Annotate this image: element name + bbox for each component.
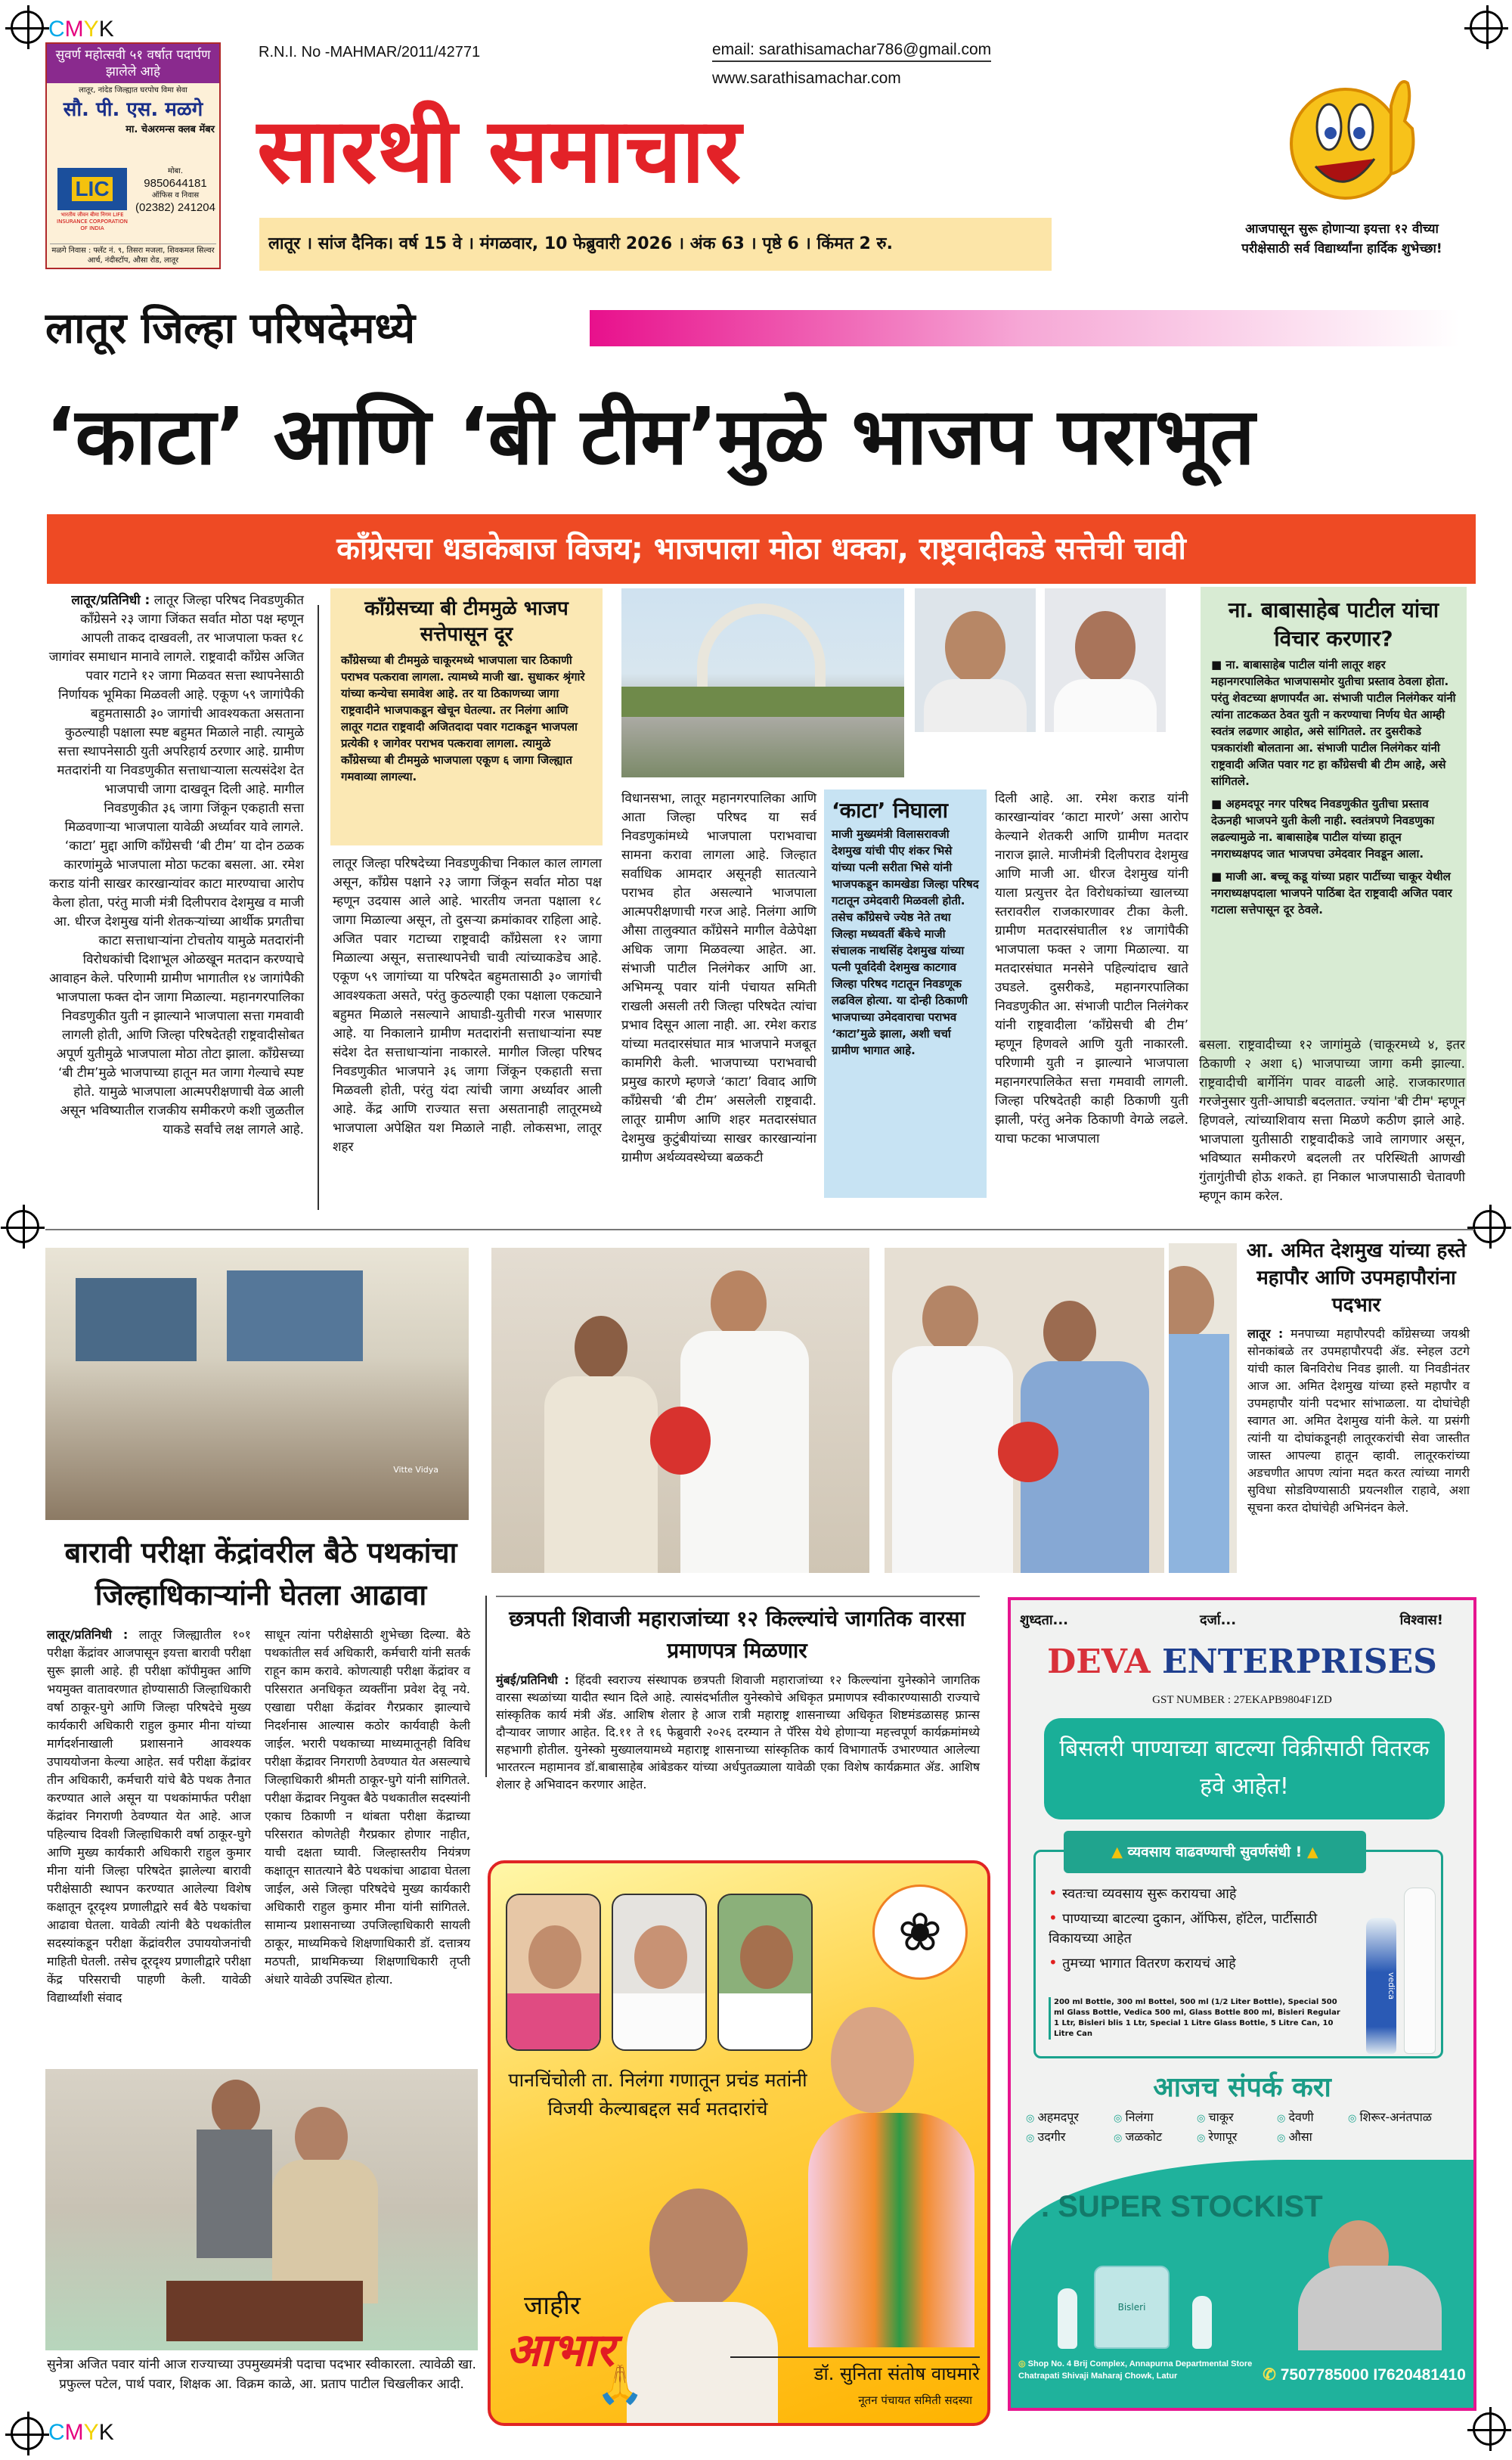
newspaper-title: सारथी समाचार bbox=[257, 98, 742, 203]
deva-brand: DEVA ENTERPRISES bbox=[1047, 1643, 1437, 1681]
aabhar-text: आभार bbox=[506, 2324, 615, 2377]
tagline-purity: शुध्दता... bbox=[1020, 1612, 1069, 1628]
jahir-text: जाहीर bbox=[524, 2291, 581, 2321]
exam-review-photo: Vitte Vidya bbox=[45, 1248, 469, 1520]
lead-article-col1: लातूर/प्रतिनिधी : लातूर जिल्हा परिषद निवडणुकीत काँग्रेसने २३ जागा जिंकत सर्वात मोठा पक्ष म्हणून आपली ताकद दाखवली, तर भाजपाला फक्त १८ जागांवर समाधान मानावे लागले. राष्ट्रवादी काँग्रेस अजित पवार गटाने १२ जागा मिळवत सत्ता स्थापनेसाठी निर्णायक भूमिका मिळवली आहे. एकूण ५९ जागांपैकी बहुमतासाठी ३० जागांची आवश्यकता असताना कुठल्याही पक्षाला स्पष्ट बहुमत मिळाले नाही. त्यामुळे सत्ता स्थापनेसाठी युती अपरिहार्य ठरणार आहे. ग्रामीण मतदारांनी या निवडणुकीत सत्ताधाऱ्याला सत्यसंदेश देत भाजपाची जागा दाखवून दिली आहे. मागील निवडणुकीत ३६ जागा जिंकून एकहाती सत्ता मिळवणाऱ्या भाजपाला यावेळी अर्ध्यावर यावे लागले. ‘काटा’ मुद्दा आणि काँग्रेसची ‘बी टीम’ या दोन ठळक कारणांमुळे भाजपाला मोठा फटका बसला. आ. रमेश कराड यांनी साखर कारखान्यांवर काटा मारण्याचा आरोप केला होता, परंतु माजी मंत्री दिलीपराव देशमुख व माजी आ. धीरज देशमुख यांनी शेतकऱ्यांच्या आर्थीक प्रगतीचा काटा सत्ताधाऱ्यांना टोचतोय यामुळे मतदारांनी विरोधकांची दिशाभूल ओळखून मतदान करण्याचे आवाहन केले. परिणामी ग्रामीण भागातील १४ जागांपैकी भाजपाला फक्त दोन जागा मिळाल्या. महानगरपालिका निवडणुकीत युती न झाल्याने भाजपाला सत्ता गमवावी लागली होती, आणि जिल्हा परिषदेतही राष्ट्रवादीसोबत अपूर्ण युतीमुळे भाजपाला मोठा तोटा झाला. काँग्रेसच्या ‘बी टीम’मुळे भाजपाच्या हातून मत जागा गेल्याचे स्पष्ट होते. यामुळे भाजपाला आत्मपरीक्षणाची वेळ आली असून भविष्यातील राजकीय समीकरणे कशी जुळतील याकडे सर्वांचे लक्ष लागले आहे. bbox=[48, 593, 304, 1137]
sidebar-patil-bullet: ■ माजी आ. बच्चू कडू यांच्या प्रहार पार्टीच्या चाकूर येथील नगराध्यक्षपदाला भाजपने पाठिंबा देत राष्ट्रवादी अजित पवार गटाला सत्तेपासून दूर ठेवले. bbox=[1211, 870, 1452, 917]
exam-body-col2: साधून त्यांना परीक्षेसाठी शुभेच्छा दिल्या. बैठे पथकांतील सर्व अधिकारी, कर्मचारी यांनी सतर्क राहून काम करावे. कोणत्याही परीक्षा केंद्रांवर व परिसरात अनधिकृत व्यक्तींना प्रवेश देवू नये. एखाद्या परीक्षा केंद्रांवर गैरप्रकार झाल्याचे निदर्शनास आल्यास कठोर कार्यवाही केली जाईल. भरारी पथकाच्या माध्यमातूनही विविध परीक्षा केंद्रावर निगराणी ठेवण्यात येत असल्याचे जिल्हाधिकारी श्रीमती ठाकूर-घुगे यांनी सांगितले. परीक्षा केंद्रावर नियुक्त बैठे पथकातील सदस्यांनी एकाच ठिकाणी न थांबता परीक्षा केंद्राच्या परिसरात कोणतेही गैरप्रकार होणार नाहीत, याची दक्षता घ्यावी. जिल्हास्तरीय नियंत्रण कक्षातून सातत्याने बैठे पथकांचा आढावा घेतला जाईल, असे जिल्हा परिषदेचे मुख्य कार्यकारी अधिकारी राहुल कुमार मीना यांनी सांगितले. सामान्य प्रशासनाच्या उपजिल्हाधिकारी सायली ठाकूर, माध्यमिकचे शिक्षणाधिकारी डॉ. दत्तात्रय मठपती, प्राथमिकच्या शिक्षणाधिकारी तृप्ती अंधारे यावेळी उपस्थित होत्या. bbox=[265, 1627, 470, 1987]
city-list bbox=[1026, 2108, 1464, 2145]
cmyk-mark: CMYK bbox=[48, 2420, 114, 2445]
deva-address: ◎ Shop No. 4 Brij Complex, Annapurna Departmental Store Chatrapati Shivaji Maharaj Chowk, Latur bbox=[1018, 2359, 1253, 2381]
cmyk-mark: CMYK bbox=[48, 17, 114, 42]
water-jar: Bisleri bbox=[1094, 2266, 1170, 2349]
city-item: ◎ चाकूर bbox=[1197, 2108, 1277, 2125]
mayor-body: लातूर : मनपाच्या महापौरपदी काँग्रेसच्या जयश्री सोनकांबळे तर उपमहापौरपदी ॲड. स्नेहल उटगे यांची काल बिनविरोध निवड झाली. या निवडीनंतर आज आ. अमित देशमुख यांच्या हस्ते महापौर व उपमहापौर यांनी पदभार सांभाळला. या दोघांचेही स्वागत आ. अमित देशमुख यांनी केले. या प्रसंगी त्यांनी या दोघांकडूनही लातूरकरांची सेवा जास्तीत जास्त आपल्या हातून व्हावी. लातूरकरांच्या अडचणीत आपण त्यांना मदत करत त्यांच्या नागरी सुविधा सोडविण्यासाठी प्रयत्नशील राहावे, अशा सूचना करत दोघांचेही अभिनंदन केले. bbox=[1247, 1326, 1470, 1515]
exam-body-col1: लातूर/प्रतिनिधी : लातूर जिल्ह्यातील १०१ परीक्षा केंद्रांवर आजपासून इयत्ता बारावी परीक्षा सुरू झाली आहे. ही परीक्षा कॉपीमुक्त आणि भयमुक्त वातावरणात होण्यासाठी जिल्हाधिकारी वर्षा ठाकूर-घुगे आणि जिल्हा परिषदेचे मुख्य कार्यकारी अधिकारी राहुल कुमार मीना यांच्या मार्गदर्शनाखाली प्रशासनाने आवश्यक उपाययोजना केल्या आहेत. सर्व परीक्षा केंद्रांवर तीन अधिकारी, कर्मचारी यांचे बैठे पथक तैनात करण्यात आले असून या पथकांमार्फत परीक्षा केंद्रांवर निगराणी ठेवण्यात येत आहे. आज पहिल्याच दिवशी जिल्हाधिकारी वर्षा ठाकूर-घुगे आणि मुख्य कार्यकारी अधिकारी राहुल कुमार मीना यांनी जिल्हा परिषदेत झालेल्या बारावी परीक्षेसाठी स्थापन करण्यात आलेल्या विशेष कक्षातून दूरदृश्य प्रणालीद्वारे सर्व बैठे पथकांचा आढावा घेतला. यावेळी त्यांनी बैठे पथकांतील सदस्यांकडून परीक्षा केंद्रांवरील उपाययोजनांची माहिती घेतली. तसेच दूरदृश्य प्रणालीद्वारे परीक्षा केंद्र परिसराची पाहणी केली. यावेळी विद्यार्थ्यांशी संवाद bbox=[47, 1627, 251, 2005]
lead-article-col5: बसला. राष्ट्रवादीच्या १२ जागांमुळे (चाकूरमध्ये ४, इतर ठिकाणी २ अशा ६) भाजपाच्या जागा कमी झाल्या. राष्ट्रवादीची बार्गेनिंग पावर वाढली आहे. राजकारणात गरजेनुसार युती-आघाडी बदलतात. ज्यांना 'बी टीम' म्हणून हिणवले, त्यांच्याशिवाय सत्ता मिळणे कठीण झाले आहे. भाजपाला युतीसाठी राष्ट्रवादीकडे जावे लागणार असून, भविष्यात समीकरणे बदलली तर परिस्थिती आणखी गुंतागुंतीची होऊ शकते. हा निकाल भाजपासाठी चेतावणी म्हणून काम करेल. bbox=[1199, 1038, 1465, 1204]
registration-mark-icon bbox=[6, 1210, 39, 1243]
registration-mark-icon bbox=[1473, 1210, 1506, 1243]
distributor-wanted-banner: बिसलरी पाण्याच्या बाटल्या विक्रीसाठी वितरक हवे आहेत! bbox=[1044, 1718, 1445, 1819]
sidebar-patil-bullet: ■ ना. बाबासाहेब पाटील यांनी लातूर शहर महानगरपालिकेत भाजपासमोर युतीचा प्रस्ताव ठेवला होता. परंतु शेवटच्या क्षणापर्यंत आ. संभाजी पाटील निलंगेकर यांनी त्यांना ताटकळत ठेवत युती न करण्याचा निर्णय घेत आम्ही स्वतंत्र लढणार आहोत, असे सांगितले. तर दुसरीकडे पत्रकारांशी बोलताना आ. संभाजी पाटील निलंगेकर यांनी राष्ट्रवादी अजित पवार गट हा काँग्रेसची बी टीम आहे, असे सांगितले. bbox=[1211, 658, 1456, 788]
section-divider bbox=[496, 1596, 980, 1597]
lic-mobile: 9850644181 bbox=[144, 177, 207, 190]
shivaji-body: मुंबई/प्रतिनिधी : हिंदवी स्वराज्य संस्थापक छत्रपती शिवाजी महाराजांच्या १२ किल्ल्यांना युनेस्कोने जागतिक वारसा स्थळांच्या यादीत स्थान दिले आहे. त्यासंदर्भातील युनेस्कोचे अधिकृत प्रमाणपत्र स्वीकारण्यासाठी राज्याचे सांस्कृतिक कार्य मंत्री ॲड. आशिष शेलार हे आज रात्री महाराष्ट्र शासनाच्या अधिकृत शिष्टमंडळासह फ्रान्स दौऱ्यावर जाणार आहेत. दि.११ ते १६ फेब्रुवारी २०२६ दरम्यान ते पॅरिस येथे होणाऱ्या महत्त्वपूर्ण कार्यक्रमांमध्ये सहभागी होतील. युनेस्को मुख्यालयामध्ये महाराष्ट्र शासनाच्या सांस्कृतिक कार्य विभागातर्फे उभारण्यात आलेल्या भारतरत्न महामानव डॉ.बाबासाहेब आंबेडकर यांच्या अर्धपुतळ्याला यावेळी एका विशेष कार्यक्रमात ॲड. आशिष शेलार हे अभिवादन करणार आहेत. bbox=[496, 1673, 980, 1791]
sidebar-b-team-title: काँग्रेसच्या बी टीममुळे भाजप सत्तेपासून दूर bbox=[364, 597, 569, 646]
sidebar-kata-title: ‘काटा’ निघाला bbox=[832, 798, 948, 823]
shivaji-headline: छत्रपती शिवाजी महाराजांच्या १२ किल्ल्यांचे जागतिक वारसा प्रमाणपत्र मिळणार bbox=[509, 1606, 965, 1663]
registration-mark-icon bbox=[1470, 11, 1503, 44]
lic-service: लातूर, नांदेड जिल्ह्यात घरपोच विमा सेवा bbox=[79, 86, 187, 95]
location-pin-icon: ◎ bbox=[1018, 2359, 1028, 2368]
lic-office-phone: (02382) 241204 bbox=[135, 201, 215, 214]
rni-number: R.N.I. No -MAHMAR/2011/42771 bbox=[259, 44, 481, 60]
offer-bullet: • पाण्याच्या बाटल्या दुकान, ऑफिस, हॉटेल, पार्टीसाठी विकायच्या आहेत bbox=[1049, 1908, 1343, 1949]
glass-bottle bbox=[1404, 1888, 1436, 2054]
sidebar-patil-title: ना. बाबासाहेब पाटील यांचा विचार करणार? bbox=[1228, 597, 1439, 651]
lead-article-col4: दिली आहे. आ. रमेश कराड यांनी कारखान्यांवर ‘काटा मारणे’ असा आरोप केल्याने शेतकरी आणि ग्रामीण मतदार नाराज झाले. माजीमंत्री दिलीपराव देशमुख आणि माजी आ. धीरज देशमुख यांनी याला प्रत्युत्तर देत विरोधकांच्या खालच्या स्तरावरील राजकारणावर टीका केली. ग्रामीण मतदारसंघातील १४ जागांपैकी भाजपाला फक्त २ जागा मिळाल्या. या मतदारसंघात मनसेने पहिल्यांदाच खाते उघडले. दुसरीकडे, महानगरपालिका निवडणुकीत आ. संभाजी पाटील निलंगेकर यांनी राष्ट्रवादीला ‘काँग्रेसची बी टीम’ म्हणून हिणवले आणि युती नाकारली. परिणामी युती न झाल्याने भाजपाला महानगरपालिकेत सत्ता गमवावी लागली. जिल्हा परिषदेतही काही ठिकाणी युती झाली, परंतु अनेक ठिकाणी वेगळे लढले. याचा फटका भाजपाला bbox=[995, 791, 1188, 1146]
candidate-photo-man bbox=[649, 2189, 748, 2310]
photo-caption: सुनेत्रा अजित पवार यांनी आज राज्याच्या उपमुख्यमंत्री पदाचा पदभार स्वीकारला. त्यावेळी खा. प्रफुल्ल पटेल, पार्थ पवार, शिक्षक आ. विक्रम काळे, आ. प्रताप पाटील चिखलीकर आदी. bbox=[47, 2357, 476, 2392]
deva-footer bbox=[1011, 2350, 1473, 2408]
mayor-headline: आ. अमित देशमुख यांच्या हस्ते महापौर आणि उपमहापौरांना पदभार bbox=[1246, 1239, 1467, 1317]
portrait-photo-2 bbox=[1045, 588, 1166, 732]
sidebar-patil-bullet: ■ अहमदपूर नगर परिषद निवडणुकीत युतीचा प्रस्ताव देऊनही भाजपने युती केली नाही. स्वतंत्रपणे निवडणुका लढल्यामुळे ना. बाबासाहेब पाटील यांच्या हातून नगराध्यक्षपद जात भाजपचा उमेदवार निवडून आला. bbox=[1211, 797, 1435, 861]
lic-agent-name: सौ. पी. एस. मळगे bbox=[63, 98, 203, 121]
registration-mark-icon bbox=[11, 11, 44, 44]
city-item: ◎ जळकोट bbox=[1114, 2128, 1197, 2145]
city-item: ◎ रेणापूर bbox=[1197, 2128, 1277, 2145]
lic-logo: LIC bbox=[57, 168, 127, 210]
candidate-post: नूतन पंचायत समिती सदस्या bbox=[858, 2393, 972, 2407]
contact-today: आजच संपर्क करा bbox=[1153, 2072, 1331, 2103]
lotus-icon: ❀ bbox=[872, 1885, 968, 1980]
website-link[interactable]: www.sarathisamachar.com bbox=[712, 70, 901, 87]
portrait-photo-1 bbox=[915, 588, 1036, 732]
city-item: ◎ औसा bbox=[1277, 2128, 1348, 2145]
lic-contact: मोबा. 9850644181 ऑफिस व निवास (02382) 241204 bbox=[132, 166, 219, 215]
lic-logo-tagline: भारतीय जीवन बीमा निगम LIFE INSURANCE CORPORATION OF INDIA bbox=[57, 212, 128, 231]
column-divider bbox=[485, 1596, 487, 1777]
sidebar-patil bbox=[1201, 587, 1467, 1101]
sidebar-kata bbox=[824, 789, 987, 1198]
zilla-parishad-gate-photo bbox=[621, 588, 904, 777]
lic-address: मळगे निवास : फ्लॅट नं. ९, तिसरा मजला, शिवकमल सिल्वर आर्च, नंदीस्टॉप, औसा रोड, लातूर bbox=[50, 244, 216, 265]
super-stockist: . SUPER STOCKIST bbox=[1041, 2190, 1323, 2223]
bjp-thanks-text: पानचिंचोली ता. निलंगा गणातून प्रचंड मतांनी विजयी केल्याबद्दल सर्व मतदारांचे bbox=[508, 2069, 807, 2120]
registration-mark-icon bbox=[1473, 2412, 1506, 2446]
leader-photo-2 bbox=[612, 1894, 707, 2051]
water-bottle bbox=[1058, 2288, 1077, 2349]
city-item: ◎ निलंगा bbox=[1114, 2108, 1197, 2125]
registration-mark-icon bbox=[11, 2417, 44, 2450]
gst-number: GST NUMBER : 27EKAPB9804F1ZD bbox=[1152, 1694, 1332, 1706]
tagline-trust: विश्वास! bbox=[1399, 1612, 1443, 1628]
mayor-welcome-photo-2 bbox=[885, 1248, 1164, 1573]
sidebar-kata-body: माजी मुख्यमंत्री विलासरावजी देशमुख यांची पीए शंकर भिसे यांच्या पत्नी सरीता भिसे यांनी भाजपकडून कामखेडा जिल्हा परिषद गटातून उमेदवारी मिळवली होती. तसेच काँग्रेसचे ज्येष्ठ नेते तथा जिल्हा मध्यवर्ती बँकेचे माजी संचालक नाथसिंह देशमुख यांच्या पत्नी पूर्वादेवी देशमुख काटगाव जिल्हा परिषद गटातून निवडणूक लढविल होत्या. या दोन्ही ठिकाणी भाजपाच्या उमेदवाराचा पराभव ‘काटा’मुळे झाला, अशी चर्चा ग्रामीण भागात आहे. bbox=[832, 827, 979, 1057]
dateline-bar: लातूर । सांज दैनिक। वर्ष 15 वे । मंगळवार, 10 फेब्रुवारी 2026 । अंक 63 । पृष्ठे 6 । किंमत 2 रु. bbox=[259, 218, 1052, 271]
folded-hands-icon: 🙏 bbox=[596, 2362, 644, 2406]
arrow-up-icon: ▲ bbox=[1302, 1844, 1318, 1860]
thumbs-up-emoji-icon bbox=[1285, 60, 1421, 212]
lead-deck: काँग्रेसचा धडाकेबाज विजय; भाजपाला मोठा धक्का, राष्ट्रवादीकडे सत्तेची चावी bbox=[47, 514, 1476, 584]
city-item: ◎ देवणी bbox=[1277, 2108, 1348, 2125]
city-item: ◎ उदगीर bbox=[1026, 2128, 1114, 2145]
lic-banner: सुवर्ण महोत्सवी ५१ वर्षात पदार्पण झालेले आहे bbox=[47, 44, 219, 83]
kicker-accent-bar bbox=[590, 310, 1459, 346]
mayor-welcome-photo-1 bbox=[491, 1248, 869, 1573]
column-divider bbox=[318, 605, 319, 1210]
lead-kicker: लातूर जिल्हा परिषदेमध्ये bbox=[45, 304, 416, 353]
lead-headline: ‘काटा’ आणि ‘बी टीम’मुळे भाजप पराभूत bbox=[45, 390, 1255, 482]
tagline-quality: दर्जा... bbox=[1200, 1612, 1237, 1628]
candidate-name: डॉ. सुनिता संतोष वाघमारे bbox=[730, 2356, 980, 2386]
leader-photo-3 bbox=[717, 1894, 813, 2051]
exam-headline: बारावी परीक्षा केंद्रांवरील बैठे पथकांचा जिल्हाधिकाऱ्यांनी घेतला आढावा bbox=[64, 1536, 457, 1612]
lic-advertisement bbox=[45, 42, 221, 269]
city-item: ◎ शिरूर-अनंतपाळ bbox=[1348, 2108, 1461, 2125]
deputy-cm-oath-photo bbox=[45, 2069, 478, 2350]
email-link[interactable]: email: sarathisamachar786@gmail.com bbox=[712, 41, 991, 62]
deva-enterprises-advertisement bbox=[1008, 1597, 1476, 2411]
lic-club: मा. चेअरमन्स क्लब मेंबर bbox=[125, 124, 215, 135]
arrow-up-icon: ▲ bbox=[1111, 1844, 1128, 1860]
sidebar-b-team-body: काँग्रेसच्या बी टीममुळे चाकूरमध्ये भाजपाला चार ठिकाणी पराभव पत्करावा लागला. त्यामध्ये माजी खा. सुधाकर श्रृंगारे यांच्या कन्येचा समावेश आहे. तर या ठिकाणच्या जागा राष्ट्रवादीने भाजपाकडून खेचून घेतल्या. तर निलंगा आणि लातूर गटात राष्ट्रवादी अजितदादा पवार गटाकडून भाजपला प्रत्येकी १ जागेवर पराभव पत्करावा लागला. त्यामुळे काँग्रेसच्या बी टीममुळे भाजपाला एकूण ६ जागा जिल्ह्यात गमवाव्या लागल्या. bbox=[341, 653, 585, 783]
water-bottle bbox=[1192, 2296, 1212, 2349]
amit-deshmukh-photo bbox=[1169, 1243, 1237, 1573]
leader-photo-1 bbox=[506, 1894, 601, 2051]
lead-article-col2: लातूर जिल्हा परिषदेच्या निवडणुकीचा निकाल काल लागला असून, काँग्रेस पक्षाने २३ जागा जिंकून सर्वात मोठा पक्ष म्हणून उदयास आले आहे. भारतीय जनता पक्षाला १८ जागा मिळाल्या असून, तो दुसऱ्या क्रमांकावर राहिला आहे. अजित पवार गटाच्या राष्ट्रवादी काँग्रेसला १२ जागा मिळाल्या असून, सत्तास्थापनेची चावी त्यांच्याकडेच आहे. एकूण ५९ जागांच्या या परिषदेत बहुमतासाठी ३० जागांची आवश्यकता असते, परंतु कुठल्याही एका पक्षाला एकट्याने बहुमत मिळाले नसल्याने आघाडी-युतीची गरज भासणार आहे. या निकालाने ग्रामीण मतदारांनी सत्ताधाऱ्यांना स्पष्ट संदेश देत सत्ताधाऱ्यांना नाकारले. मागील जिल्हा परिषद निवडणुकीत भाजपाने ३६ जागा जिंकून एकहाती सत्ता मिळवली होती, परंतु यंदा त्यांची जागा अर्ध्यावर आली आहे. केंद्र आणि राज्यात सत्ता असतानाही लातूरमध्ये भाजपाला अपेक्षित यश मिळाले नाही. लोकसभा, लातूर शहर bbox=[333, 856, 602, 1155]
opportunity-banner: ▲ व्यवसाय वाढवण्याची सुवर्णसंधी ! ▲ bbox=[1064, 1831, 1366, 1873]
city-item: ◎ अहमदपूर bbox=[1026, 2108, 1114, 2125]
phone-icon: ✆ bbox=[1263, 2366, 1281, 2384]
exam-wishes: आजपासून सुरू होणाऱ्या इयत्ता १२ वीच्या परीक्षेसाठी सर्व विद्यार्थ्यांना हार्दिक शुभेच्छा! bbox=[1241, 222, 1442, 256]
offer-bullet: • स्वतःचा व्यवसाय सुरू करायचा आहे bbox=[1049, 1883, 1343, 1904]
bjp-thanks-advertisement bbox=[488, 1860, 990, 2426]
vedica-bottle: vedica bbox=[1366, 1918, 1396, 2054]
section-divider bbox=[45, 1229, 1474, 1230]
lead-article-col3: विधानसभा, लातूर महानगरपालिका आणि आता जिल्हा परिषद या सर्व निवडणुकांमध्ये भाजपाला पराभवाचा सामना करावा लागला आहे. जिल्हात सर्वाधिक आमदार असूनही सातत्याने पराभव होत असल्याने भाजपाला आत्मपरीक्षणाची गरज आहे. निलंगा आणि औसा तालुक्यात काँग्रेसने मागील वेळेपेक्षा अधिक जागा मिळवल्या आहेत. आ. संभाजी पाटील निलंगेकर आणि आ. अभिमन्यू पवार यांनी पंचायत समिती राखली असली तरी जिल्हा परिषदेत त्यांचा प्रभाव दिसून आला नाही. आ. रमेश कराड यांच्या मतदारसंघात मात्र भाजपाने मजबूत कामगिरी केली. भाजपाच्या पराभवाची प्रमुख कारणे म्हणजे ‘काटा’ विवाद आणि काँग्रेसची ‘बी टीम’ असलेली राष्ट्रवादी. लातूर ग्रामीण आणि शहर मतदारसंघात देशमुख कुटुंबीयांच्या साखर कारखान्यांना ग्रामीण अर्थव्यवस्थेच्या बळकटी bbox=[621, 791, 816, 1165]
deva-phones[interactable]: ✆ 7507785000 I7620481410 bbox=[1263, 2366, 1466, 2384]
sidebar-b-team bbox=[330, 588, 603, 845]
bottle-sizes: 200 ml Bottle, 300 ml Bottel, 500 ml (1/2 Liter Bottle), Special 500 ml Glass Bottle, Vedica 500 ml, Glass Bottle 800 ml, Bisleri Regular 1 Ltr, Bisleri blis 1 Ltr, Special 1 Litre Glass Bottle, 5 Litre Can, 10 Litre Can bbox=[1049, 1997, 1343, 2040]
offer-bullet: • तुमच्या भागात वितरण करायचं आहे bbox=[1049, 1953, 1343, 1974]
offer-bullets bbox=[1049, 1883, 1343, 1978]
candidate-photo-woman bbox=[831, 2007, 914, 2113]
